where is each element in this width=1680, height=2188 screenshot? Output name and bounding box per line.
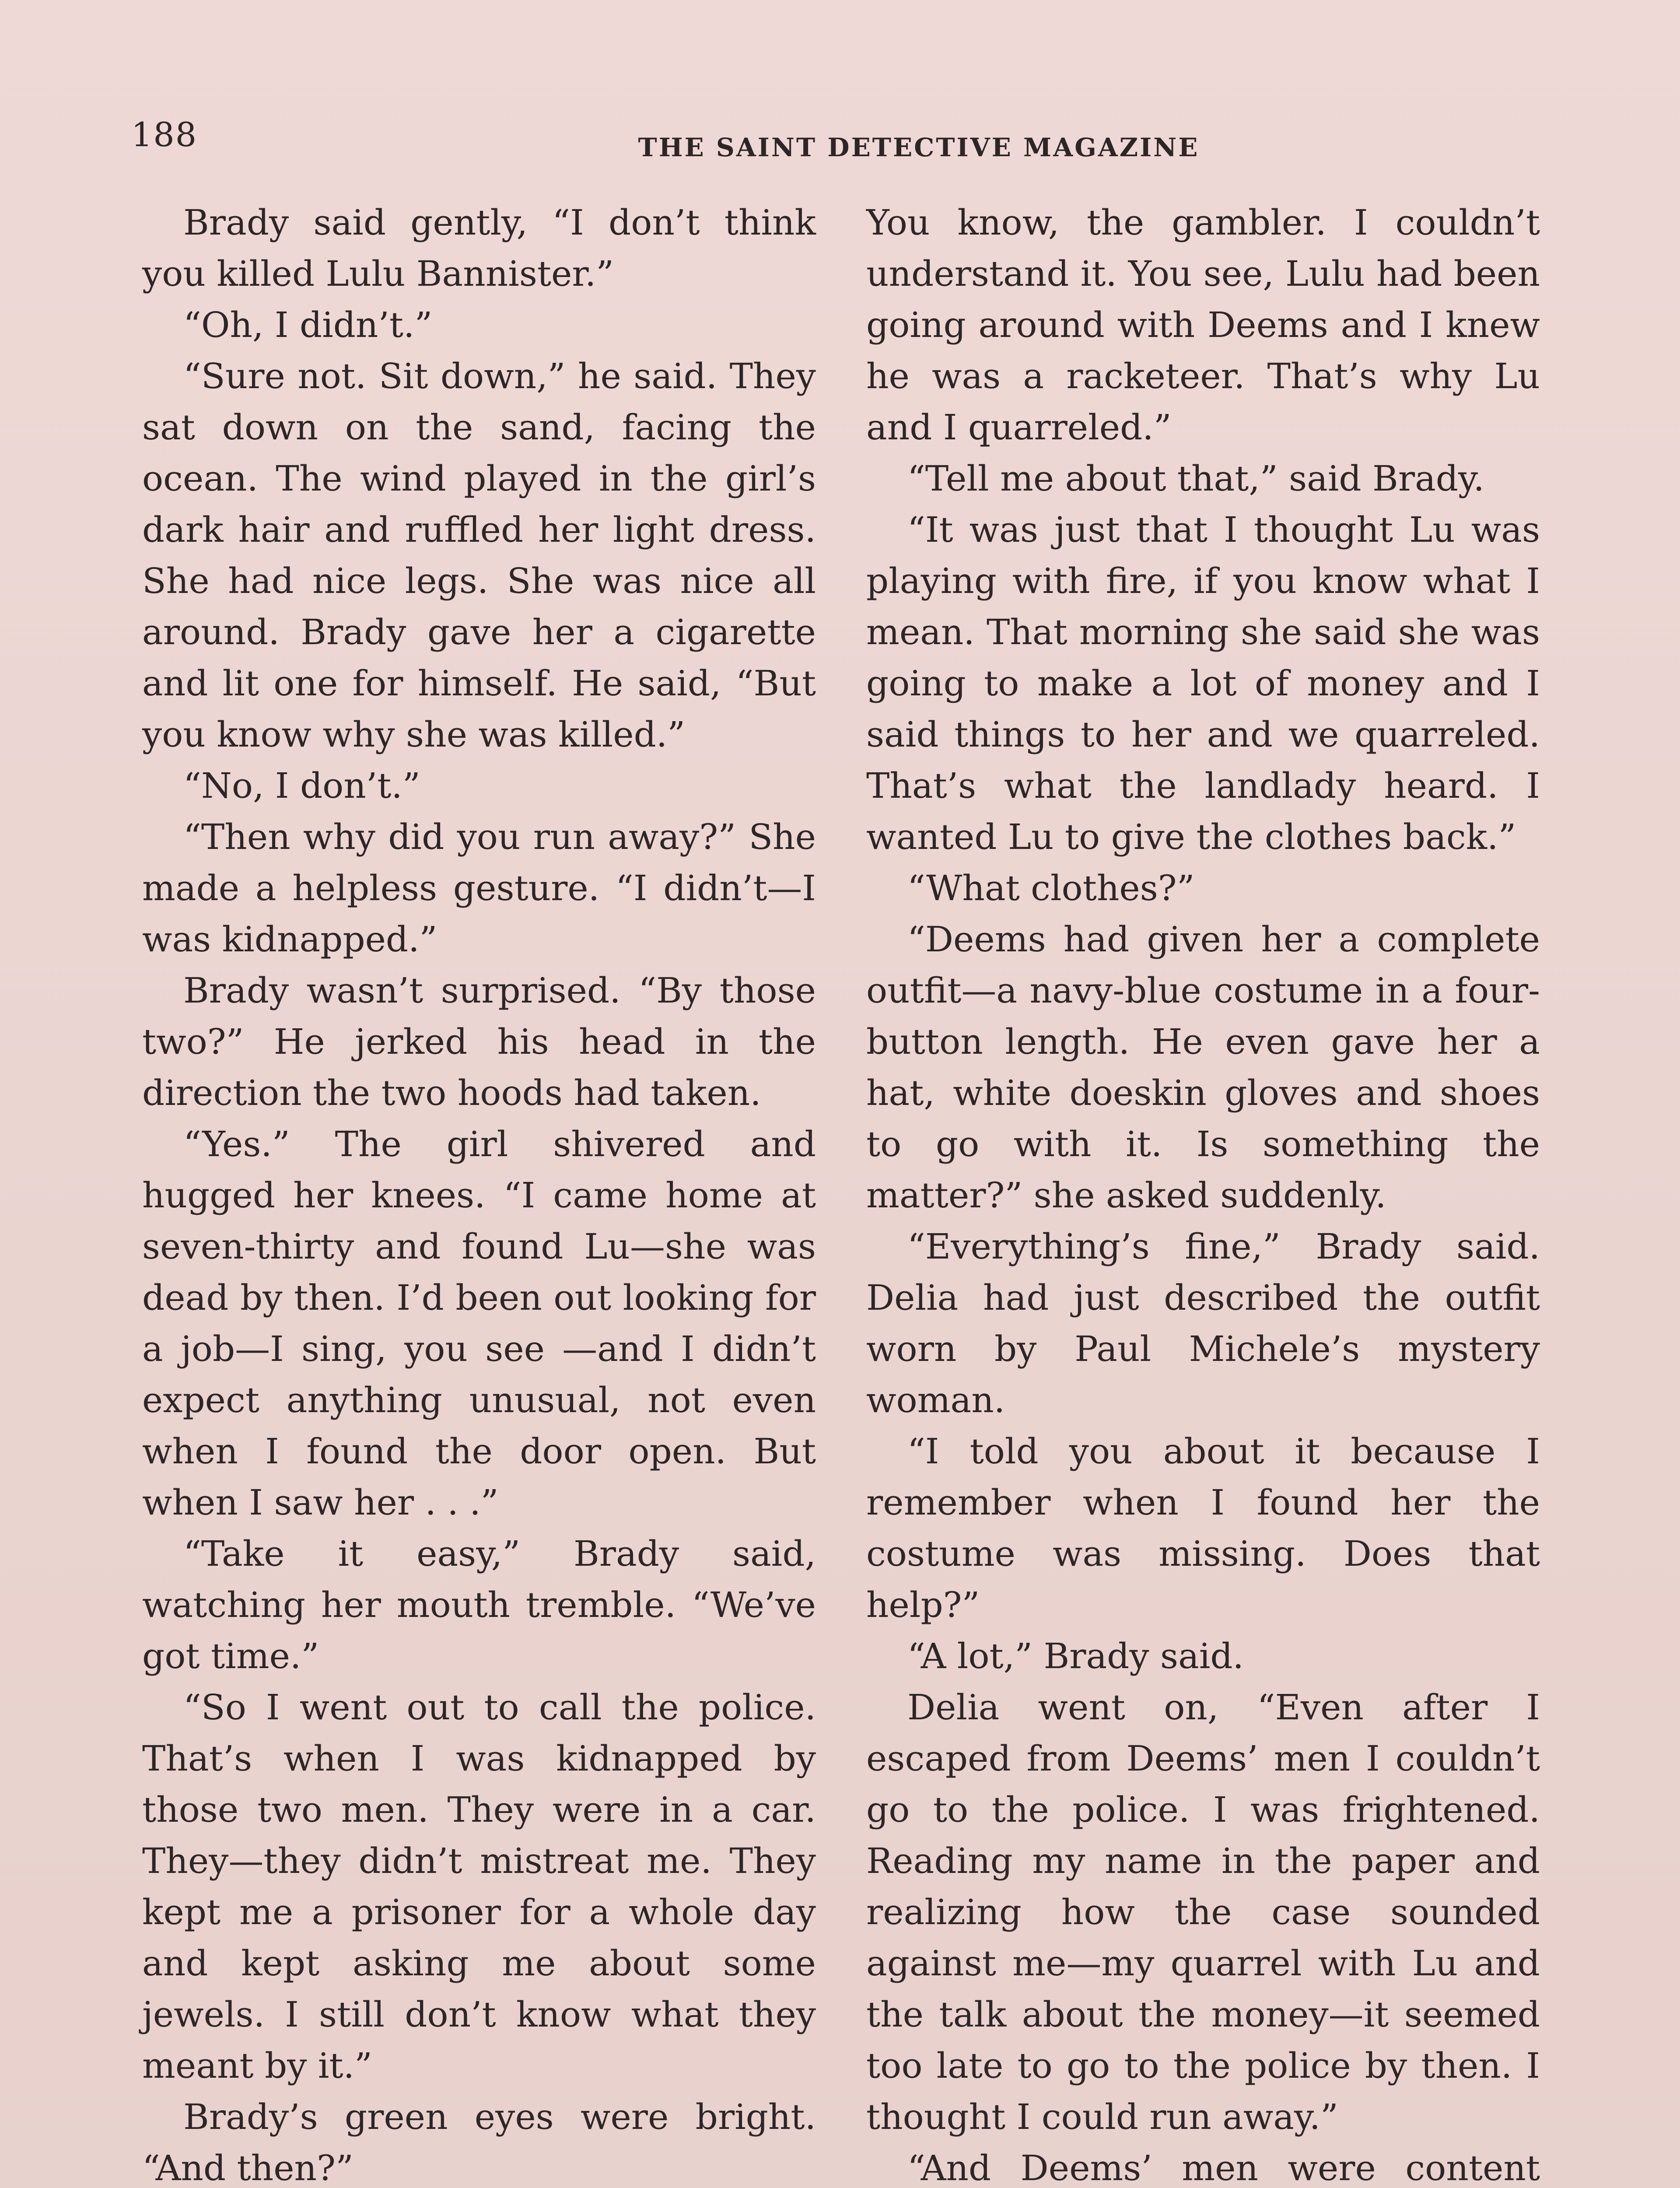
paragraph: “Deems had given her a complete outfit—a navy-blue costume in a four-button length. He even gave her a hat, white doeskin gloves and shoes to go with it. Is something the matter?” she asked suddenly. [866,919,1540,1216]
paragraph: “Then why did you run away?” She made a helpless gesture. “I didn’t—I was kidnapped.” [142,817,816,960]
paragraph: “So I went out to call the police. That’s when I was kidnapped by those two men. They were in a car. They—they didn’t mistreat me. They kept me a prisoner for a whole day and kept asking me about some jewels. I still don’t know what they meant by it.” [142,1687,816,2086]
paragraph: Delia went on, “Even after I escaped from Deems’ men I couldn’t go to the police. I was frightened. Reading my name in the paper and realizing how the case sounded against me—my quarrel with Lu and the talk about the money—it seemed too late to go to the police by then. I thought I could run away.” [866,1687,1540,2137]
page-header [131,115,1549,171]
paragraph: “And Deems’ men were content [907,2148,1540,2188]
page-number: 188 [131,115,198,154]
paragraph: Brady wasn’t surprised. “By those two?” He jerked his head in the direction the two hoods had taken. [142,970,816,1113]
paragraph: “Everything’s fine,” Brady said. Delia had just described the outfit worn by Paul Michele’s mystery woman. [866,1226,1540,1420]
paragraph: “Oh, I didn’t.” [183,305,433,345]
paragraph: “Tell me about that,” said Brady. [907,458,1484,499]
paragraph: You know, the gambler. I couldn’t understand it. You see, Lulu had been going around with Deems and I knew he was a racketeer. That’s why Lu and I quarreled.” [866,202,1540,448]
paragraph: “What clothes?” [907,868,1195,908]
paragraph: Brady’s green eyes were bright. “And then?” [142,2097,816,2188]
paragraph: “I told you about it because I remember when I found her the costume was missing. Does that help?” [866,1431,1540,1625]
paragraph: “Sure not. Sit down,” he said. They sat down on the sand, facing the ocean. The wind played in the girl’s dark hair and ruffled her light dress. She had nice legs. She was nice all around. Brady gave her a cigarette and lit one for himself. He said, “But you know why she was killed.” [142,356,816,755]
left-text-column [142,197,816,2188]
paragraph: “A lot,” Brady said. [907,1636,1244,1676]
right-text-column [866,197,1540,2188]
running-title: THE SAINT DETECTIVE MAGAZINE [638,133,1200,162]
paragraph: “Take it easy,” Brady said, watching her mouth tremble. “We’ve got time.” [142,1533,816,1676]
paragraph: Brady said gently, “I don’t think you killed Lulu Bannister.” [142,202,816,294]
paragraph: “Yes.” The girl shivered and hugged her knees. “I came home at seven-thirty and found Lu—she was dead by then. I’d been out looking for a job—I sing, you see —and I didn’t expect anything unusual, not even when I found the door open. But when I saw her . . .” [142,1124,816,1523]
paragraph: “No, I don’t.” [183,765,420,806]
paragraph: “It was just that I thought Lu was playing with fire, if you know what I mean. That morning she said she was going to make a lot of money and I said things to her and we quarreled. That’s what the landlady heard. I wanted Lu to give the clothes back.” [866,509,1540,857]
